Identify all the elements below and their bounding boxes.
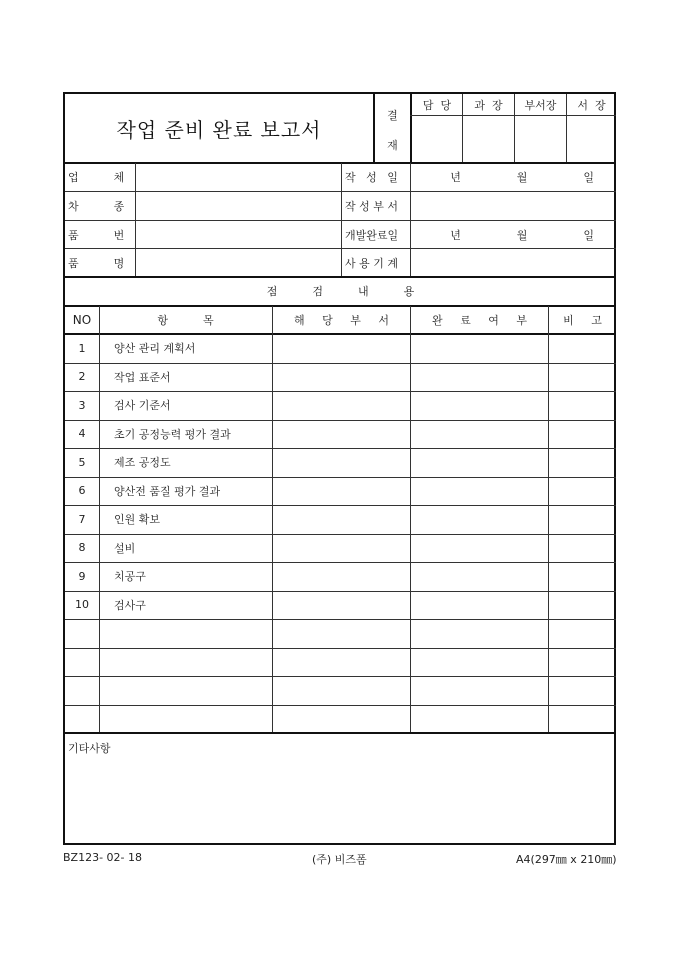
dept-cell[interactable]: [273, 363, 410, 392]
section-title: 점 검 내 용: [266, 285, 415, 298]
row-number: [65, 648, 99, 677]
row-number: 8: [78, 541, 86, 555]
company-field[interactable]: [136, 163, 341, 191]
dev-complete-date-field[interactable]: 년 월 일: [450, 228, 594, 242]
approval-sign-box[interactable]: [567, 116, 616, 161]
dept-cell[interactable]: [273, 505, 410, 534]
row-number: 7: [78, 512, 86, 526]
dept-cell[interactable]: [273, 676, 410, 705]
paper-size: A4(297㎜ x 210㎜): [516, 853, 617, 866]
completion-cell[interactable]: [411, 420, 548, 449]
col-header-item: 항 목: [157, 314, 214, 327]
date-written-field[interactable]: 년 월 일: [450, 171, 594, 184]
row-number: 5: [78, 455, 86, 469]
col-header-remarks: 비 고: [563, 314, 602, 327]
approval-col-director: 서 장: [577, 98, 606, 112]
machine-used-field[interactable]: [411, 249, 616, 276]
dept-cell[interactable]: [273, 334, 410, 363]
remarks-cell[interactable]: [549, 334, 616, 363]
remarks-cell[interactable]: [549, 420, 616, 449]
remarks-cell[interactable]: [549, 648, 616, 677]
row-item: [100, 676, 272, 705]
completion-cell[interactable]: [411, 562, 548, 591]
notes-label: 기타사항: [68, 742, 111, 755]
row-item: [100, 705, 272, 734]
completion-cell[interactable]: [411, 648, 548, 677]
col-header-completion: 완 료 여 부: [432, 314, 527, 327]
row-number: 6: [78, 484, 86, 498]
row-item: [100, 619, 272, 648]
dept-cell[interactable]: [273, 477, 410, 506]
part-number-field[interactable]: [136, 221, 341, 248]
completion-cell[interactable]: [411, 448, 548, 477]
approval-col-dept-head: 부서장: [524, 98, 557, 112]
remarks-cell[interactable]: [549, 477, 616, 506]
row-number: [65, 619, 99, 648]
label-dev-complete-date: 개발완료일: [345, 228, 399, 242]
company-name: (주) 비즈폼: [312, 853, 367, 866]
dept-cell[interactable]: [273, 648, 410, 677]
row-number: 10: [75, 598, 89, 612]
dept-cell[interactable]: [273, 619, 410, 648]
completion-cell[interactable]: [411, 619, 548, 648]
dept-cell[interactable]: [273, 534, 410, 563]
dept-cell[interactable]: [273, 391, 410, 420]
divider: [65, 732, 616, 734]
page-title: 작업 준비 완료 보고서: [116, 117, 322, 142]
remarks-cell[interactable]: [549, 591, 616, 620]
label-vehicle-type: 차 종: [68, 200, 125, 213]
approval-label-bottom: 재: [387, 139, 398, 152]
row-number: [65, 676, 99, 705]
row-item: 초기 공정능력 평가 결과: [114, 427, 231, 441]
row-number: 4: [78, 427, 86, 441]
completion-cell[interactable]: [411, 363, 548, 392]
remarks-cell[interactable]: [549, 534, 616, 563]
part-name-field[interactable]: [136, 249, 341, 276]
remarks-cell[interactable]: [549, 391, 616, 420]
row-item: 작업 표준서: [114, 370, 171, 384]
label-company: 업 체: [68, 171, 125, 184]
row-number: [65, 705, 99, 734]
row-item: 검사 기준서: [114, 399, 171, 413]
remarks-cell[interactable]: [549, 676, 616, 705]
row-item: 치공구: [114, 570, 146, 584]
completion-cell[interactable]: [411, 477, 548, 506]
remarks-cell[interactable]: [549, 619, 616, 648]
label-writing-dept: 작 성 부 서: [345, 200, 398, 213]
remarks-cell[interactable]: [549, 705, 616, 734]
dept-cell[interactable]: [273, 705, 410, 734]
label-part-number: 품 번: [68, 228, 125, 242]
row-number: 9: [78, 569, 86, 583]
label-date-written: 작 성 일: [345, 171, 398, 184]
label-machine-used: 사 용 기 계: [345, 256, 398, 270]
vehicle-type-field[interactable]: [136, 192, 341, 220]
row-item: [100, 648, 272, 677]
completion-cell[interactable]: [411, 676, 548, 705]
row-item: 양산 관리 계획서: [114, 342, 196, 356]
label-part-name: 품 명: [68, 256, 125, 270]
completion-cell[interactable]: [411, 334, 548, 363]
approval-col-section-chief: 과 장: [474, 98, 503, 112]
row-item: 인원 확보: [114, 513, 161, 527]
row-item: 제조 공정도: [114, 456, 171, 470]
approval-col-staff: 담 당: [422, 98, 452, 112]
row-number: 3: [78, 398, 86, 412]
completion-cell[interactable]: [411, 505, 548, 534]
notes-field[interactable]: [65, 756, 616, 843]
completion-cell[interactable]: [411, 391, 548, 420]
row-item: 양산전 품질 평가 결과: [114, 484, 221, 498]
remarks-cell[interactable]: [549, 363, 616, 392]
col-header-no: NO: [72, 313, 92, 327]
remarks-cell[interactable]: [549, 505, 616, 534]
dept-cell[interactable]: [273, 562, 410, 591]
row-number: 1: [78, 341, 86, 355]
approval-sign-box[interactable]: [463, 116, 514, 161]
approval-label-top: 결: [387, 109, 398, 122]
dept-cell[interactable]: [273, 420, 410, 449]
remarks-cell[interactable]: [549, 448, 616, 477]
writing-dept-field[interactable]: [411, 192, 616, 220]
dept-cell[interactable]: [273, 448, 410, 477]
row-item: 설비: [114, 541, 136, 555]
approval-sign-box[interactable]: [412, 116, 462, 161]
approval-sign-box[interactable]: [515, 116, 566, 161]
completion-cell[interactable]: [411, 534, 548, 563]
row-item: 검사구: [114, 598, 146, 612]
remarks-cell[interactable]: [549, 562, 616, 591]
col-header-dept: 해 당 부 서: [294, 314, 389, 327]
report-form: [63, 92, 616, 845]
completion-cell[interactable]: [411, 591, 548, 620]
row-number: 2: [78, 370, 86, 384]
dept-cell[interactable]: [273, 591, 410, 620]
form-code: BZ123- 02- 18: [63, 851, 143, 864]
completion-cell[interactable]: [411, 705, 548, 734]
